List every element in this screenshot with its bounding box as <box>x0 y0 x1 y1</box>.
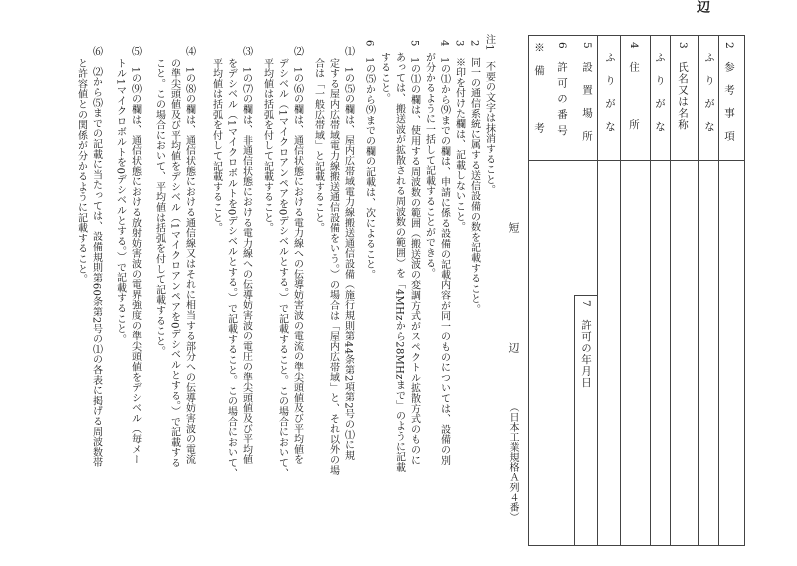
permit-date-label: 7 許可の年月日 <box>580 300 592 389</box>
note-6-1-cont: 定する屋内広帯域電力線搬送通信設備をいう。）の場合は「屋内広帯域」と、それ以外の場 <box>327 58 339 476</box>
note-6-3: ⑶ 1の⑺の欄は、非通信状態における電力線への伝導妨害波の電圧の準尖頭値及び平均値 <box>240 46 252 465</box>
note-5-end: すること。 <box>378 52 390 104</box>
row-divider <box>620 35 621 546</box>
note-4: 4 1の⑴から⑼までの欄は、申請に係る設備の記載内容が同一のものについては、設備の別 <box>438 40 450 466</box>
note-6-5: ⑸ 1の⑼の欄は、通信状態における放射妨害波の電界強度の準尖頭値をデシベル（毎メー <box>129 46 141 465</box>
note-6: 6 1の⑸から⑼までの欄の記載は、次によること。 <box>363 40 375 280</box>
form-border-bottom <box>528 545 745 546</box>
note-6-2: ⑵ 1の⑹の欄は、通信状態における電力線への伝導妨害波の電流の準尖頭値及び平均値を <box>291 46 303 465</box>
permit-date-box-left <box>574 295 575 546</box>
permit-date-box-top <box>574 295 597 296</box>
note-2: 2 同一の通信系統に属する送信設備の数を記載すること。 <box>468 40 480 315</box>
note-6-4: ⑷ 1の⑻の欄は、通信状態における通信線又はそれに相当する部分への伝導妨害波の電流 <box>183 46 195 465</box>
row-divider <box>718 35 719 546</box>
note-6-3-cont: をデシベル（1マイクロボルトを0デシベルとする。）で記載すること。この場合において、 <box>225 58 237 479</box>
form-border-right <box>744 35 745 546</box>
note-3: 3 ※印を付けた欄は、記載しないこと。 <box>453 40 465 233</box>
short-side-label: 短 辺 <box>507 222 520 354</box>
form-border-left <box>528 35 529 546</box>
row-divider <box>698 35 699 546</box>
row-label-name: 3 氏名又は名称 <box>677 42 689 131</box>
top-edge-label: 辺 <box>694 0 709 15</box>
note-5-cont: あっては、搬送波が拡散される周波数の範囲）を「4MHzから28MHzまで」のように記載 <box>393 52 405 473</box>
row-label-reference: 2 参 考 事 項 <box>723 42 735 142</box>
note-4-cont: が分かるように一括して記載することができる。 <box>423 52 435 279</box>
note-6-4-cont: の準尖頭値及び平均値をデシベル（1マイクロアンペアを0デシベルとする。）で記載する <box>168 58 180 469</box>
label-column-divider <box>528 160 745 161</box>
note-6-6: ⑹ ⑵から⑸までの記載に当たっては、設備規則第60条第2号の⑴の各表に掲げる周波数帯 <box>90 46 102 468</box>
row-label-address: 4 住 所 <box>628 42 640 131</box>
note-6-2-cont: デシベル（1マイクロアンペアを0デシベルとする。）で記載すること。この場合において、 <box>276 58 288 479</box>
row-label-location: 5 設 置 場 所 <box>581 42 593 142</box>
note-6-5-cont: トル1マイクロボルトを0デシベルとする。）で記載すること。 <box>114 58 126 345</box>
note-6-1-end: 合は「一般広帯域」と記載すること。 <box>312 58 324 234</box>
row-divider <box>670 35 671 546</box>
form-border-top <box>528 35 745 36</box>
note-1: 注1 不要の文字は抹消すること。 <box>483 34 495 196</box>
note-6-6-cont: と許容値との関係が分かるように記載すること。 <box>75 58 87 285</box>
note-6-2-end: 平均値は括弧を付して記載すること。 <box>261 58 273 234</box>
note-6-4-end: こと。この場合において、平均値は括弧を付して記載すること。 <box>153 58 165 357</box>
note-5: 5 1の⑴の欄は、使用する周波数の範囲（搬送波の変調方式がスペクトル拡散方式のものに <box>408 40 420 466</box>
row-label-remarks: ※ 備 考 <box>533 42 545 134</box>
row-label-furigana-location: ふ り が な <box>604 52 616 133</box>
paper-standard-label: （日本工業規格Ａ列４番） <box>507 402 518 522</box>
row-label-furigana-address: ふ り が な <box>654 52 666 133</box>
row-label-furigana-name: ふ り が な <box>703 52 715 133</box>
note-6-3-end: 平均値は括弧を付して記載すること。 <box>210 58 222 234</box>
row-label-permit-number: 6 許 可 の 番 号 <box>556 42 568 137</box>
row-divider <box>650 35 651 546</box>
row-divider <box>597 35 598 546</box>
note-6-1: ⑴ 1の⑸の欄は、屋内広帯域電力線搬送通信設備（施行規則第44条第2項第2号の⑴に規 <box>342 46 354 461</box>
